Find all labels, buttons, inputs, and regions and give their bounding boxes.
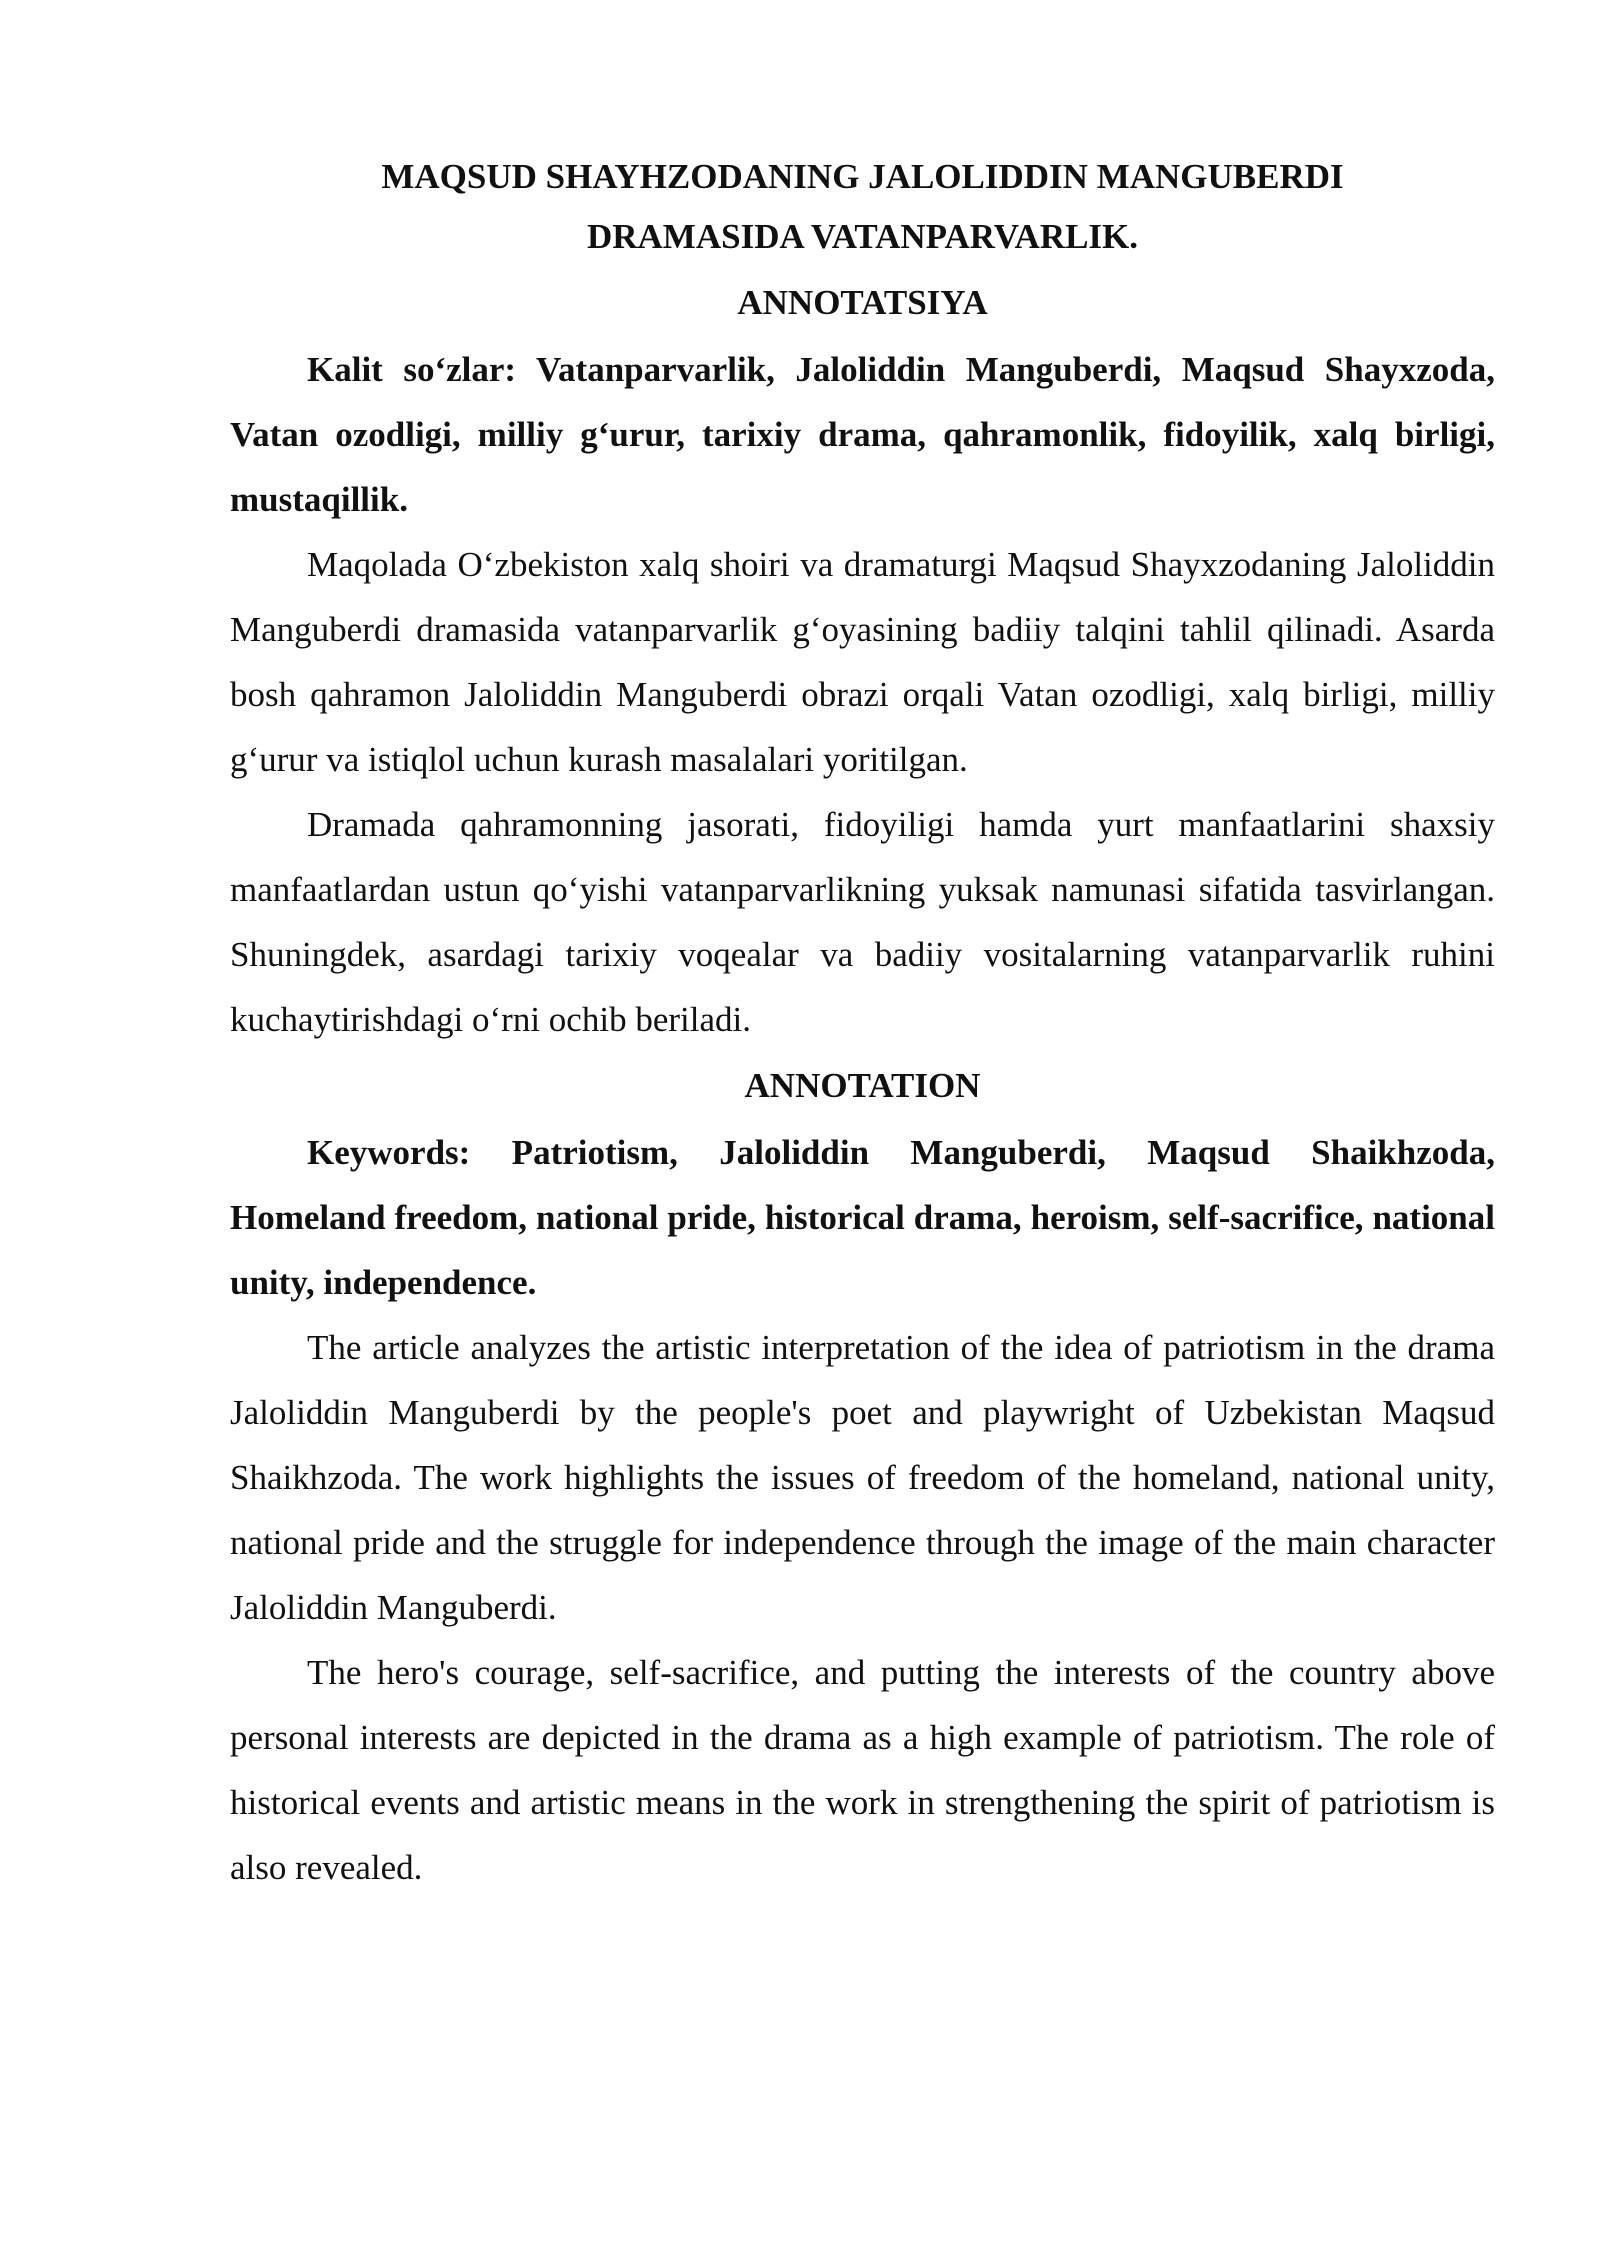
en-annotation-heading: ANNOTATION (744, 1066, 981, 1105)
uz-keywords-text: Vatanparvarlik, Jaloliddin Manguberdi, Maqsud Shayxzoda, Vatan ozodligi, milliy g‘urur, tarixiy drama, qahramonlik, fidoyilik, xalq birligi, mustaqillik. (230, 350, 1495, 519)
en-keywords-label: Keywords: (307, 1133, 471, 1172)
en-keywords (230, 1120, 1495, 1315)
en-paragraph-1: The article analyzes the artistic interpretation of the idea of patriotism in the drama Jaloliddin Manguberdi by the people's poet and playwright of Uzbekistan Maqsud Shaikhzoda. The work highlights the issues of freedom of the homeland, national unity, national pride and the struggle for independence through the image of the main character Jaloliddin Manguberdi. (230, 1328, 1495, 1627)
uz-paragraph-2: Dramada qahramonning jasorati, fidoyiligi hamda yurt manfaatlarini shaxsiy manfaatlardan ustun qo‘yishi vatanparvarlikning yuksak namunasi sifatida tasvirlangan. Shuningdek, asardagi tarixiy voqealar va badiiy vositalarning vatanparvarlik ruhini kuchaytirishdagi o‘rni ochib beriladi. (230, 805, 1495, 1039)
article-title-line-1: MAQSUD SHAYHZODANING JALOLIDDIN MANGUBERDI (381, 157, 1344, 196)
uz-keywords (230, 337, 1495, 532)
en-paragraph-2: The hero's courage, self-sacrifice, and putting the interests of the country above personal interests are depicted in the drama as a high example of patriotism. The role of historical events and artistic means in the work in strengthening the spirit of patriotism is also revealed. (230, 1653, 1495, 1887)
en-keywords-text: Patriotism, Jaloliddin Manguberdi, Maqsud Shaikhzoda, Homeland freedom, national pride, historical drama, heroism, self-sacrifice, national unity, independence. (230, 1133, 1495, 1302)
uz-keywords-label: Kalit so‘zlar: (307, 350, 517, 389)
article-title-line-2: DRAMASIDA VATANPARVARLIK. (586, 217, 1139, 256)
uz-annotation-heading: ANNOTATSIYA (737, 283, 988, 322)
document-page (230, 150, 1495, 1900)
uz-paragraph-1: Maqolada O‘zbekiston xalq shoiri va dramaturgi Maqsud Shayxzodaning Jaloliddin Manguberdi dramasida vatanparvarlik g‘oyasining badiiy talqini tahlil qilinadi. Asarda bosh qahramon Jaloliddin Manguberdi obrazi orqali Vatan ozodligi, xalq birligi, milliy g‘urur va istiqlol uchun kurash masalalari yoritilgan. (230, 545, 1495, 779)
